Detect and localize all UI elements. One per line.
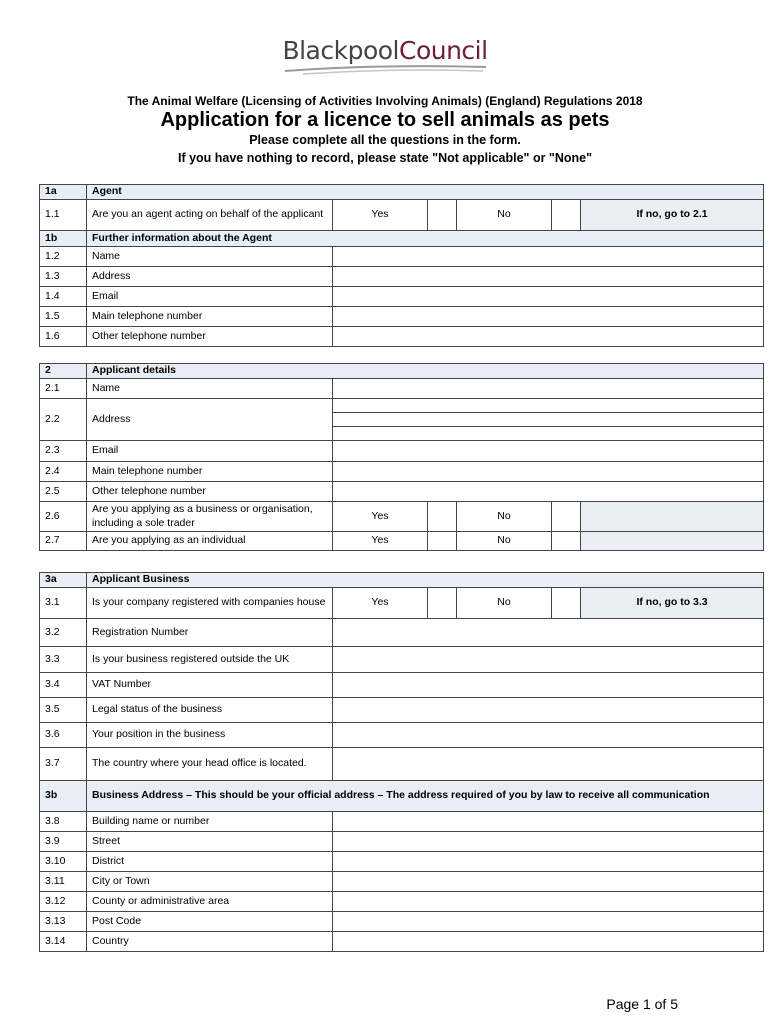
no-checkbox-2-7[interactable] bbox=[552, 532, 581, 551]
agent-name-field[interactable] bbox=[333, 247, 764, 267]
no-checkbox-2-6[interactable] bbox=[552, 502, 581, 532]
agent-other-phone-field[interactable] bbox=[333, 327, 764, 347]
question-1-2-row: 1.2 Name bbox=[40, 247, 764, 267]
question-3-13-row: 3.13 Post Code bbox=[40, 912, 764, 932]
question-3-6-row: 3.6 Your position in the business bbox=[40, 723, 764, 748]
instruction-line-2: If you have nothing to record, please state "Not applicable" or "None" bbox=[177, 151, 593, 165]
district-field[interactable] bbox=[333, 852, 764, 872]
instruction-line-1: Please complete all the questions in the form. bbox=[249, 133, 521, 147]
applicant-address-line-1[interactable] bbox=[333, 399, 764, 413]
applicant-main-phone-field[interactable] bbox=[333, 462, 764, 482]
yes-checkbox-1-1[interactable] bbox=[428, 200, 457, 231]
applicant-other-phone-field[interactable] bbox=[333, 482, 764, 502]
section-3b-header: 3b Business Address – This should be your official address – The address required of you by law to receive all communication bbox=[40, 781, 764, 812]
question-2-1-row: 2.1 Name bbox=[40, 379, 764, 399]
question-3-2-row: 3.2 Registration Number bbox=[40, 619, 764, 647]
council-logo: BlackpoolCouncil bbox=[282, 36, 488, 65]
registered-outside-uk-field[interactable] bbox=[333, 647, 764, 673]
city-town-field[interactable] bbox=[333, 872, 764, 892]
applicant-address-line-2[interactable] bbox=[333, 413, 764, 427]
applicant-email-field[interactable] bbox=[333, 441, 764, 462]
section-2-applicant-table bbox=[39, 363, 764, 551]
section-3a-header: 3a Applicant Business bbox=[40, 573, 764, 588]
question-3-3-row: 3.3 Is your business registered outside the UK bbox=[40, 647, 764, 673]
head-office-country-field[interactable] bbox=[333, 748, 764, 781]
regulation-title: The Animal Welfare (Licensing of Activities Involving Animals) (England) Regulations 2018 bbox=[127, 94, 643, 108]
registration-number-field[interactable] bbox=[333, 619, 764, 647]
question-1-4-row: 1.4 Email bbox=[40, 287, 764, 307]
section-1-agent-table bbox=[39, 184, 764, 347]
question-1-3-row: 1.3 Address bbox=[40, 267, 764, 287]
agent-email-field[interactable] bbox=[333, 287, 764, 307]
question-3-4-row: 3.4 VAT Number bbox=[40, 673, 764, 698]
position-in-business-field[interactable] bbox=[333, 723, 764, 748]
section-1a-header: 1a Agent bbox=[40, 185, 764, 200]
question-2-7-row: 2.7 Are you applying as an individual Yes No bbox=[40, 532, 764, 551]
country-field[interactable] bbox=[333, 932, 764, 952]
county-field[interactable] bbox=[333, 892, 764, 912]
street-field[interactable] bbox=[333, 832, 764, 852]
question-2-3-row: 2.3 Email bbox=[40, 441, 764, 462]
question-2-6-row: 2.6 Are you applying as a business or organisation, including a sole trader Yes No bbox=[40, 502, 764, 532]
question-1-1-row: 1.1 Are you an agent acting on behalf of the applicant Yes No If no, go to 2.1 bbox=[40, 200, 764, 231]
question-1-5-row: 1.5 Main telephone number bbox=[40, 307, 764, 327]
question-3-7-row: 3.7 The country where your head office is located. bbox=[40, 748, 764, 781]
section-2-header: 2 Applicant details bbox=[40, 364, 764, 379]
applicant-address-line-3[interactable] bbox=[333, 427, 764, 441]
question-3-14-row: 3.14 Country bbox=[40, 932, 764, 952]
question-3-5-row: 3.5 Legal status of the business bbox=[40, 698, 764, 723]
question-3-8-row: 3.8 Building name or number bbox=[40, 812, 764, 832]
question-3-10-row: 3.10 District bbox=[40, 852, 764, 872]
agent-address-field[interactable] bbox=[333, 267, 764, 287]
yes-checkbox-3-1[interactable] bbox=[428, 588, 457, 619]
page-number: Page 1 of 5 bbox=[606, 996, 678, 1012]
no-checkbox-1-1[interactable] bbox=[552, 200, 581, 231]
post-code-field[interactable] bbox=[333, 912, 764, 932]
question-3-12-row: 3.12 County or administrative area bbox=[40, 892, 764, 912]
logo-swoosh-icon bbox=[283, 62, 488, 76]
yes-checkbox-2-7[interactable] bbox=[428, 532, 457, 551]
question-2-5-row: 2.5 Other telephone number bbox=[40, 482, 764, 502]
yes-checkbox-2-6[interactable] bbox=[428, 502, 457, 532]
legal-status-field[interactable] bbox=[333, 698, 764, 723]
section-3-business-table bbox=[39, 572, 764, 952]
no-checkbox-3-1[interactable] bbox=[552, 588, 581, 619]
question-3-11-row: 3.11 City or Town bbox=[40, 872, 764, 892]
form-title: Application for a licence to sell animals as pets bbox=[160, 109, 610, 131]
question-3-1-row: 3.1 Is your company registered with companies house Yes No If no, go to 3.3 bbox=[40, 588, 764, 619]
question-1-6-row: 1.6 Other telephone number bbox=[40, 327, 764, 347]
agent-main-phone-field[interactable] bbox=[333, 307, 764, 327]
applicant-name-field[interactable] bbox=[333, 379, 764, 399]
question-3-9-row: 3.9 Street bbox=[40, 832, 764, 852]
building-name-field[interactable] bbox=[333, 812, 764, 832]
vat-number-field[interactable] bbox=[333, 673, 764, 698]
question-2-2-row: 2.2 Address bbox=[40, 399, 764, 413]
question-2-4-row: 2.4 Main telephone number bbox=[40, 462, 764, 482]
section-1b-header: 1b Further information about the Agent bbox=[40, 231, 764, 247]
